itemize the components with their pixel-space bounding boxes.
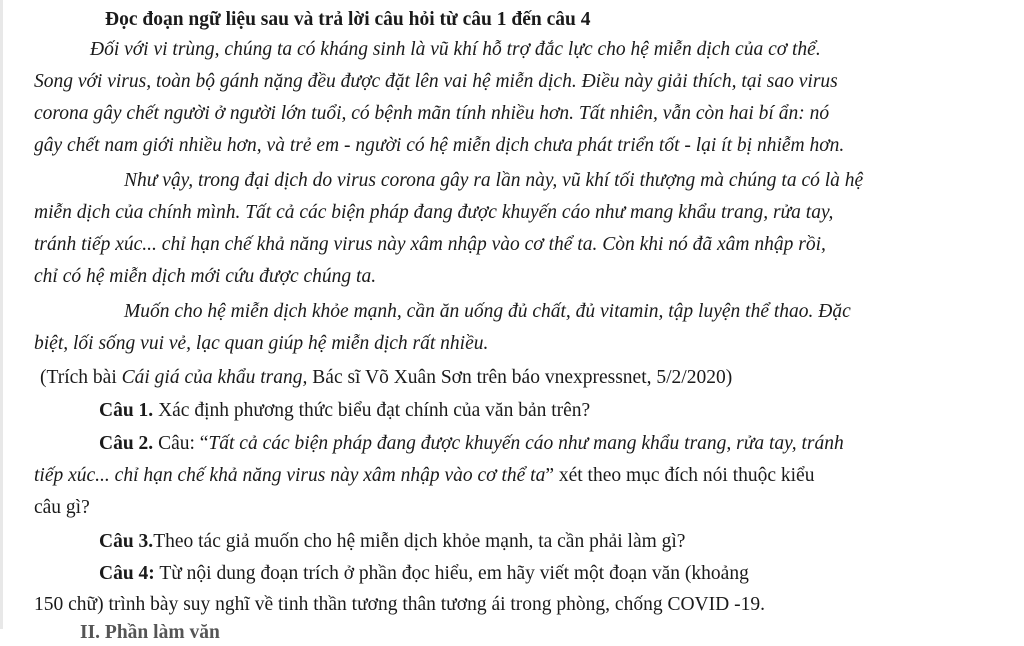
passage-p1-line2: Song với virus, toàn bộ gánh nặng đều được đặt lên vai hệ miễn dịch. Điều này giải thích, tại sao virus	[34, 71, 838, 92]
source-prefix: (Trích bài	[40, 367, 122, 388]
source-suffix: Bác sĩ Võ Xuân Sơn trên báo vnexpressnet, 5/2/2020)	[307, 367, 733, 388]
question-3-label: Câu 3.	[99, 531, 154, 552]
passage-p2-line3: tránh tiếp xúc... chỉ hạn chế khả năng virus này xâm nhập vào cơ thể ta. Còn khi nó đã xâm nhập rồi,	[34, 234, 826, 255]
passage-p2-line4: chỉ có hệ miễn dịch mới cứu được chúng ta.	[34, 266, 377, 287]
instruction-heading: Đọc đoạn ngữ liệu sau và trả lời câu hỏi từ câu 1 đến câu 4	[105, 9, 591, 30]
question-4-line1	[99, 561, 749, 587]
question-1-label: Câu 1.	[99, 400, 154, 421]
passage-p3-line2: biệt, lối sống vui vẻ, lạc quan giúp hệ miễn dịch rất nhiều.	[34, 333, 489, 354]
question-2-pre: Câu: “	[153, 433, 209, 454]
passage-p2-line2: miễn dịch của chính mình. Tất cả các biện pháp đang được khuyến cáo như mang khẩu trang, rửa tay,	[34, 202, 834, 223]
question-4-label: Câu 4:	[99, 563, 155, 584]
passage-p1-line1: Đối với vi trùng, chúng ta có kháng sinh là vũ khí hỗ trợ đắc lực cho hệ miễn dịch của cơ thể.	[90, 39, 821, 60]
question-4-text1: Từ nội dung đoạn trích ở phần đọc hiểu, em hãy viết một đoạn văn (khoảng	[154, 563, 749, 584]
question-3	[99, 529, 685, 555]
question-2-line2	[34, 463, 814, 489]
question-2-line1	[99, 431, 844, 457]
passage-p3-line1: Muốn cho hệ miễn dịch khỏe mạnh, cần ăn uống đủ chất, đủ vitamin, tập luyện thể thao. Đặc	[124, 301, 851, 322]
question-2-quote-part2: tiếp xúc... chỉ hạn chế khả năng virus này xâm nhập vào cơ thể ta	[34, 465, 546, 486]
question-2-label: Câu 2.	[99, 433, 154, 454]
source-work-title: Cái giá của khẩu trang,	[121, 367, 308, 388]
question-1	[99, 398, 590, 424]
passage-p1-line3: corona gây chết người ở người lớn tuổi, có bệnh mãn tính nhiều hơn. Tất nhiên, vẫn còn hai bí ẩn: nó	[34, 103, 830, 124]
question-1-text: Xác định phương thức biểu đạt chính của văn bản trên?	[153, 400, 591, 421]
question-3-text: Theo tác giả muốn cho hệ miễn dịch khỏe mạnh, ta cần phải làm gì?	[153, 531, 686, 552]
passage-p2-line1: Như vậy, trong đại dịch do virus corona gây ra lần này, vũ khí tối thượng mà chúng ta có là hệ	[124, 170, 864, 191]
question-2-quote-part1: Tất cả các biện pháp đang được khuyến cáo như mang khẩu trang, rửa tay, tránh	[208, 433, 844, 454]
passage-p1-line4: gây chết nam giới nhiều hơn, và trẻ em - người có hệ miễn dịch chưa phát triển tốt - lại ít bị nhiễm hơn.	[34, 135, 845, 156]
page-left-edge	[0, 0, 3, 629]
question-4-line2: 150 chữ) trình bày suy nghĩ về tinh thần tương thân tương ái trong phòng, chống COVID -19.	[34, 594, 765, 615]
source-citation	[40, 365, 732, 391]
next-section-heading-cut: II. Phần làm văn	[80, 622, 220, 643]
question-2-post: ” xét theo mục đích nói thuộc kiểu	[545, 465, 815, 486]
question-2-line3: câu gì?	[34, 497, 90, 518]
